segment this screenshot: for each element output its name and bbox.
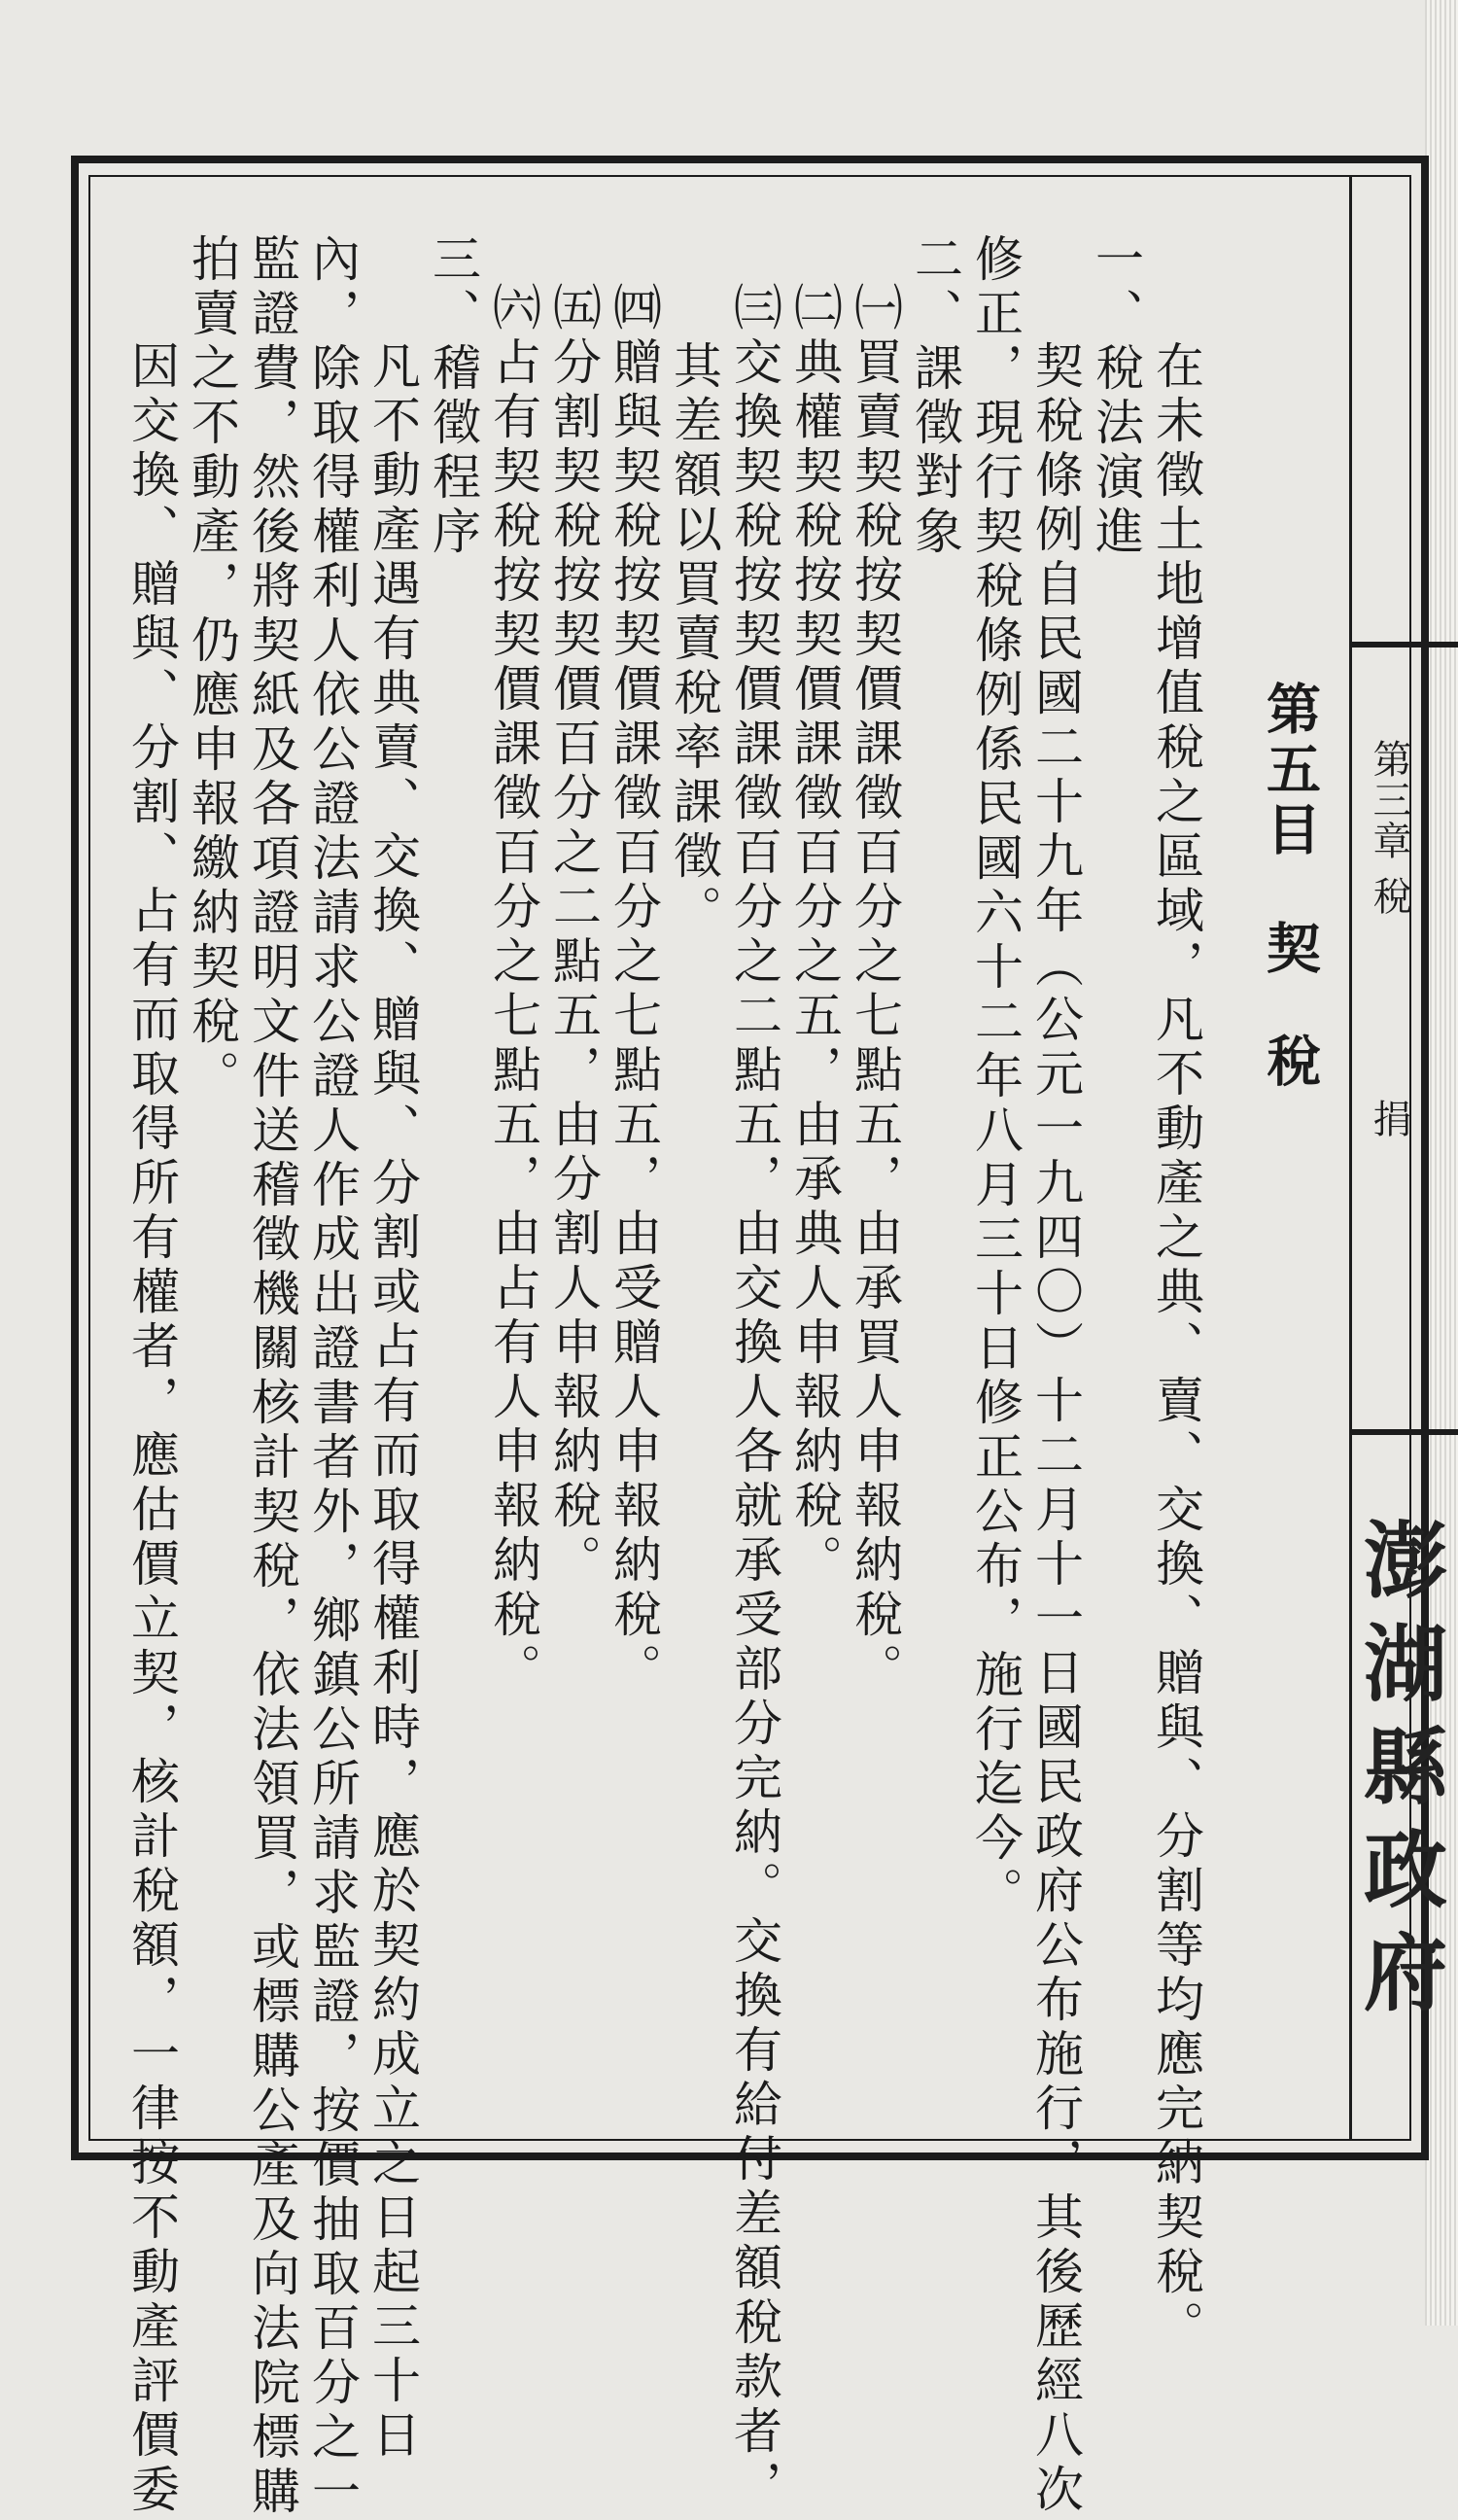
text-column: 修正，現行契稅條例係民國六十二年八月三十日修正公布，施行迄今。 — [967, 233, 1024, 1921]
text-column: 二、課徵對象 — [907, 233, 963, 560]
section-number: 第五目 — [1258, 681, 1321, 861]
text-column: 契稅條例自民國二十九年（公元一九四〇）十二月十一日國民政府公布施行，其後歷經八次 — [1027, 340, 1084, 2518]
text-column: 內，除取得權利人依公證法請求公證人作成出證書者外，鄉鎮公所請求監證，按價抽取百分之一 — [304, 233, 361, 2520]
text-column: ㈣贈與契稅按契價課徵百分之七點五，由受贈人申報納稅。 — [606, 282, 662, 1698]
chapter-subject: 捐 — [1367, 1099, 1411, 1176]
text-column: ㈢交換契稅按契價課徵百分之二點五，由交換人各就承受部分完納。交換有給付差額稅款者， — [726, 282, 782, 2514]
header-divider-bottom — [1349, 1429, 1458, 1435]
text-column: 因交換、贈與、分割、占有而取得所有權者，應估價立契，核計稅額，一律按不動產評價委 — [123, 340, 180, 2518]
chapter-heading: 第三章 稅 — [1367, 739, 1411, 917]
header-divider-top — [1349, 642, 1458, 648]
text-column: ㈤分割契稅按契價百分之二點五，由分割人申報納稅。 — [545, 282, 602, 1589]
text-column: 監證費，然後將契紙及各項證明文件送稽徵機關核計契稅，依法領買，或標購公產及向法院標購 — [244, 233, 300, 2520]
text-column: 三、稽徵程序 — [425, 233, 481, 560]
text-column: ㈠買賣契稅按契價課徵百分之七點五，由承買人申報納稅。 — [847, 282, 903, 1698]
publisher-name: 澎湖縣政府 — [1349, 1517, 1447, 2032]
text-column: ㈥占有契稅按契價課徵百分之七點五，由占有人申報納稅。 — [485, 282, 541, 1698]
section-title — [1250, 681, 1328, 1145]
text-column: 其差額以買賣稅率課徵。 — [666, 340, 722, 939]
section-name: 契稅 — [1258, 920, 1321, 1145]
text-column: 一、稅法演進 — [1088, 233, 1144, 560]
text-column: ㈡典權契稅按契價課徵百分之五，由承典人申報納稅。 — [786, 282, 843, 1589]
text-column: 拍賣之不動產，仍應申報繳納契稅。 — [184, 233, 240, 1104]
text-column: 在未徵土地增值稅之區域，凡不動產之典、賣、交換、贈與、分割等均應完納契稅。 — [1148, 340, 1204, 2355]
text-column: 凡不動產遇有典賣、交換、贈與、分割或占有而取得權利時，應於契約成立之日起三十日 — [364, 340, 421, 2464]
